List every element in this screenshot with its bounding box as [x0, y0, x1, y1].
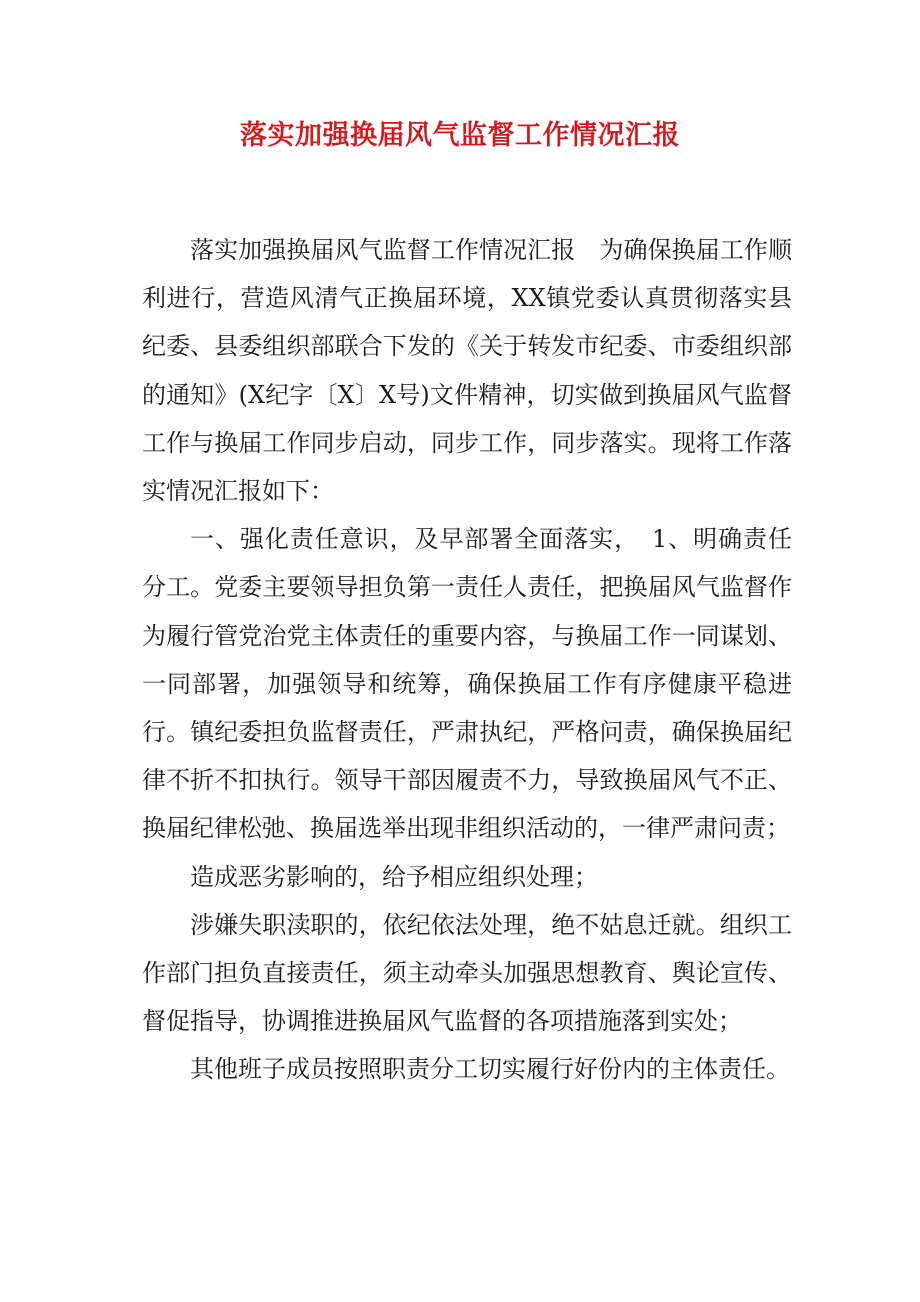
paragraph-other-members: 其他班子成员按照职责分工切实履行好份内的主体责任。	[190, 1055, 790, 1084]
document-body	[142, 226, 792, 1094]
paragraph-responsibility: 一、强化责任意识，及早部署全面落实， 1、明确责任分工。党委主要领导担负第一责任人责任，把换届风气监督作为履行管党治党主体责任的重要内容，与换届工作一同谋划、一同部署，加强领导和统筹，确保换届工作有序健康平稳进行。镇纪委担负监督责任，严肃执纪，严格问责，确保换届纪律不折不扣执行。领导干部因履责不力，导致换届风气不正、换届纪律松弛、换届选举出现非组织活动的，一律严肃问责；	[142, 525, 792, 843]
document-title: 落实加强换届风气监督工作情况汇报	[240, 120, 680, 151]
paragraph-consequence: 造成恶劣影响的，给予相应组织处理；	[190, 862, 598, 891]
paragraph-intro: 落实加强换届风气监督工作情况汇报 为确保换届工作顺利进行，营造风清气正换届环境，XX镇党委认真贯彻落实县纪委、县委组织部联合下发的《关于转发市纪委、市委组织部的通知》(X纪字〔X〕X号)文件精神，切实做到换届风气监督工作与换届工作同步启动，同步工作，同步落实。现将工作落实情况汇报如下：	[142, 236, 792, 506]
paragraph-discipline: 涉嫌失职渎职的，依纪依法处理，绝不姑息迁就。组织工作部门担负直接责任，须主动牵头加强思想教育、舆论宣传、督促指导，协调推进换届风气监督的各项措施落到实处；	[142, 910, 792, 1036]
